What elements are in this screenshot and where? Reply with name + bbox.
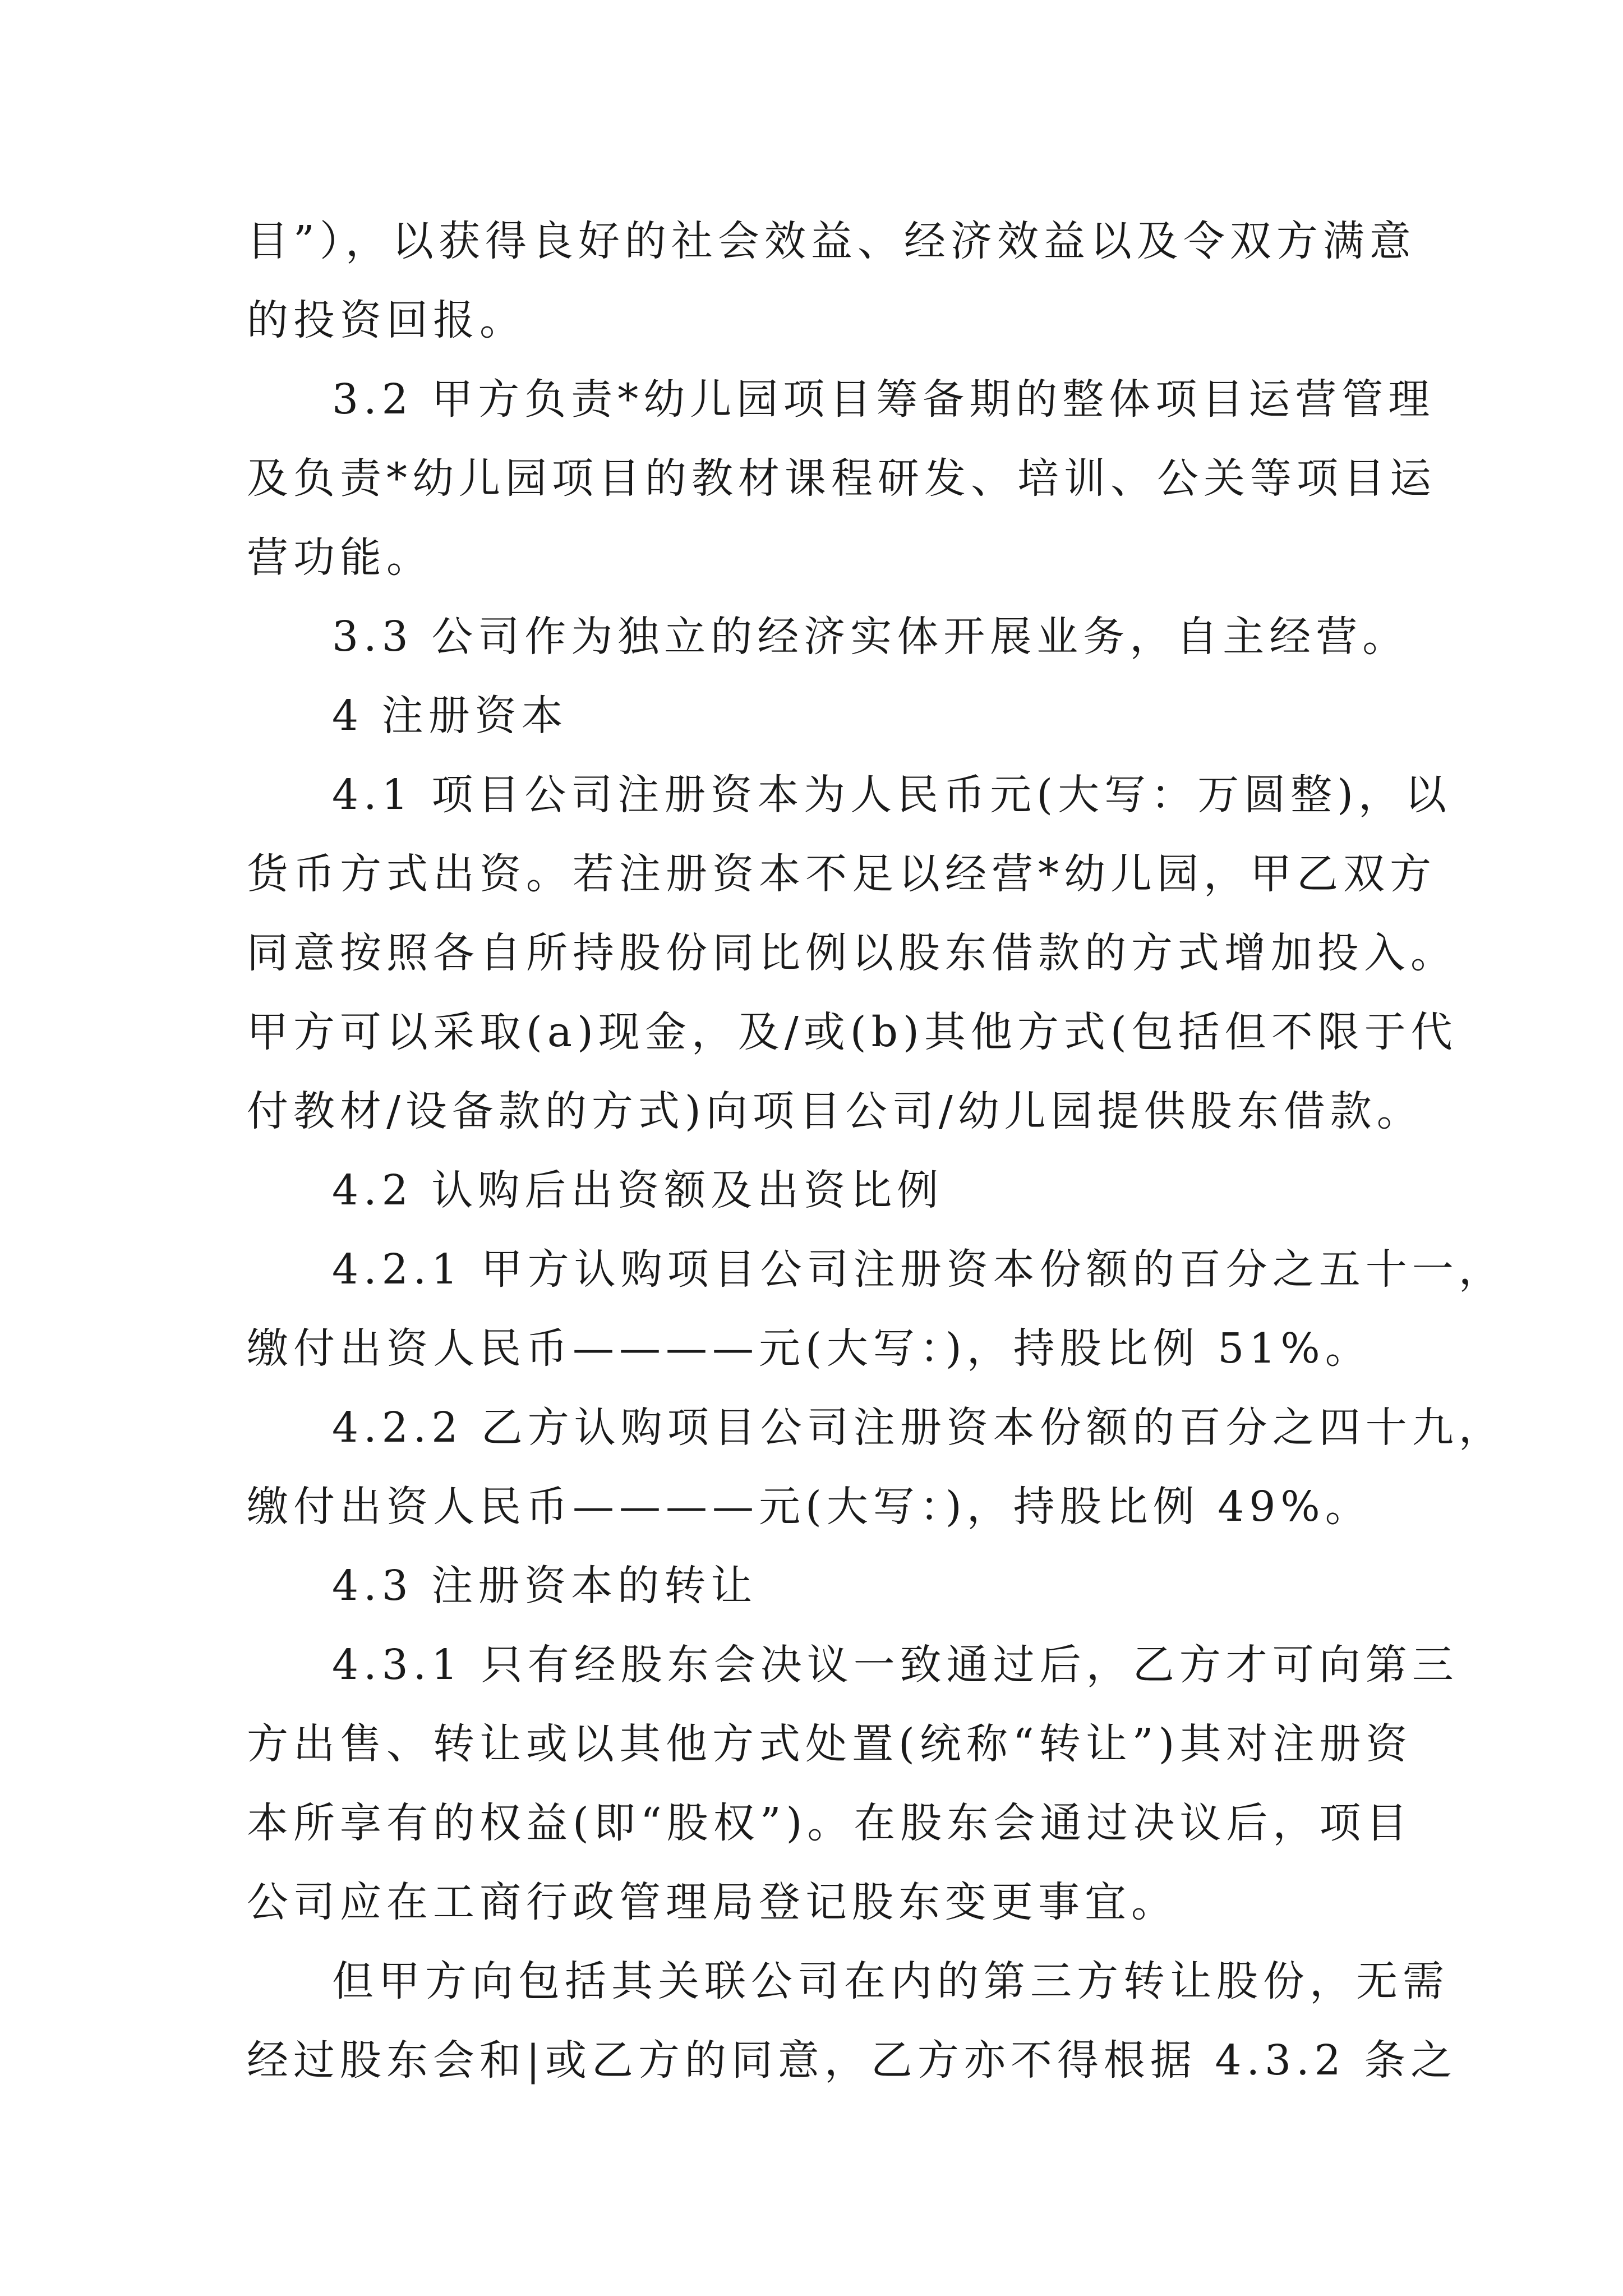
text-line: 甲方可以采取(a)现金，及/或(b)其他方式(包括但不限于代: [247, 1008, 1458, 1056]
text-line: 缴付出资人民币————元(大写：)，持股比例 51%。: [247, 1324, 1372, 1373]
text-line: 但甲方向包括其关联公司在内的第三方转让股份，无需: [332, 1957, 1449, 2005]
section-heading: 4 注册资本: [332, 692, 568, 740]
text-line: 货币方式出资。若注册资本不足以经营*幼儿园，甲乙双方: [247, 850, 1436, 898]
text-line: 经过股东会和|或乙方的同意，乙方亦不得根据 4.3.2 条之: [247, 2036, 1458, 2085]
text-line: 及负责*幼儿园项目的教材课程研发、培训、公关等项目运: [247, 454, 1436, 503]
document-body: [247, 202, 1505, 2100]
text-line: 4.1 项目公司注册资本为人民币元(大写：万圆整)，以: [332, 771, 1451, 819]
text-line: 方出售、转让或以其他方式处置(统称“转让”)其对注册资: [247, 1720, 1413, 1768]
text-line: 4.2.2 乙方认购项目公司注册资本份额的百分之四十九，: [332, 1404, 1505, 1452]
text-line: 付教材/设备款的方式)向项目公司/幼儿园提供股东借款。: [247, 1087, 1423, 1135]
text-line: 缴付出资人民币————元(大写：)，持股比例 49%。: [247, 1483, 1372, 1531]
text-line: 3.3 公司作为独立的经济实体开展业务，自主经营。: [332, 613, 1409, 661]
text-line: 3.2 甲方负责*幼儿园项目筹备期的整体项目运营管理: [332, 375, 1435, 424]
text-line: 公司应在工商行政管理局登记股东变更事宜。: [247, 1878, 1178, 1926]
text-line: 本所享有的权益(即“股权”)。在股东会通过决议后，项目: [247, 1799, 1413, 1847]
section-heading: 4.2 认购后出资额及出资比例: [332, 1166, 944, 1214]
text-line: 的投资回报。: [247, 296, 526, 344]
text-line: 目”），以获得良好的社会效益、经济效益以及令双方满意: [247, 217, 1416, 265]
text-line: 同意按照各自所持股份同比例以股东借款的方式增加投入。: [247, 929, 1457, 977]
text-line: 4.3.1 只有经股东会决议一致通过后，乙方才可向第三: [332, 1641, 1459, 1689]
section-heading: 4.3 注册资本的转让: [332, 1562, 758, 1610]
text-line: 4.2.1 甲方认购项目公司注册资本份额的百分之五十一，: [332, 1245, 1505, 1294]
text-line: 营功能。: [247, 533, 433, 582]
